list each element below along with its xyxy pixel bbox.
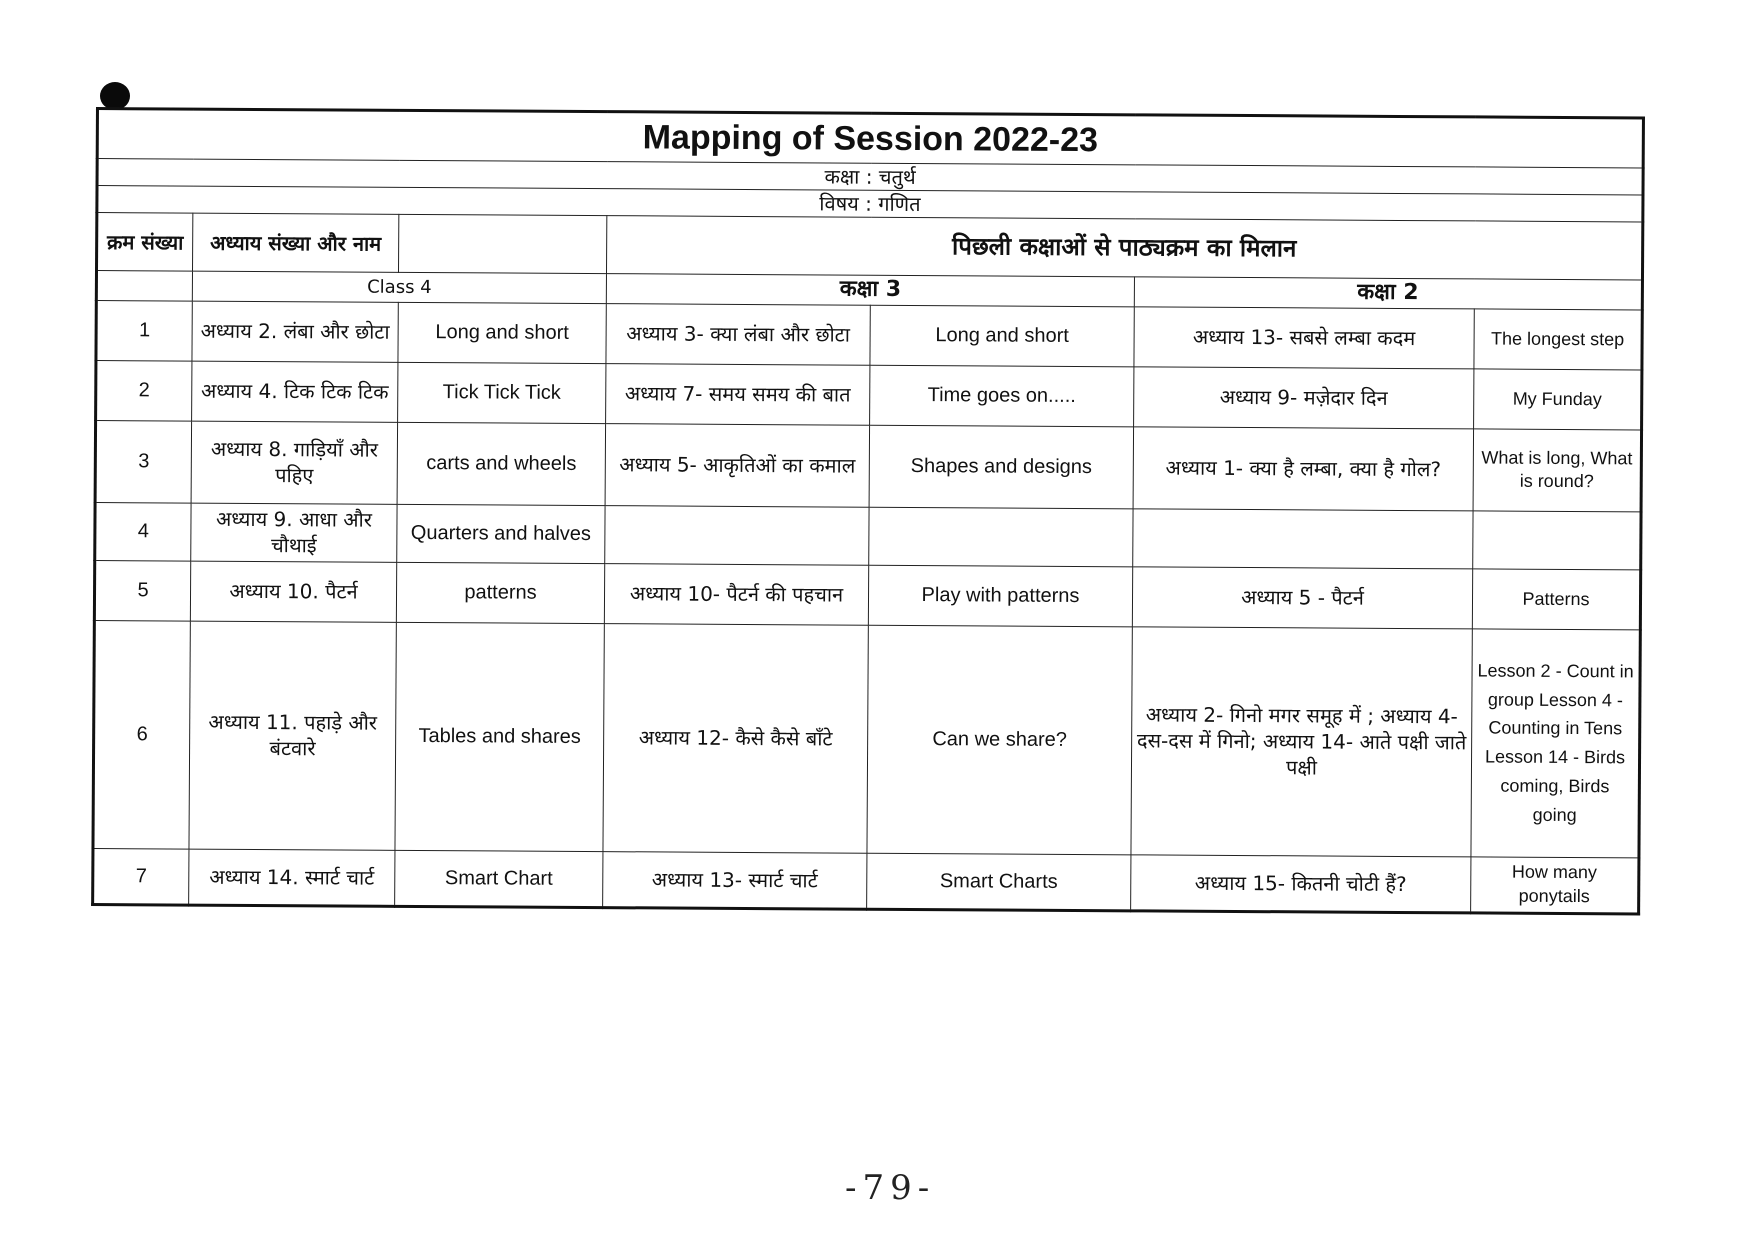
class2-chapter-english: How many ponytails	[1471, 857, 1639, 914]
class3-chapter-hindi: अध्याय 7- समय समय की बात	[606, 363, 870, 425]
class2-chapter-hindi: अध्याय 5 - पैटर्न	[1132, 567, 1472, 629]
row-number: 2	[96, 360, 192, 421]
class4-chapter-hindi: अध्याय 10. पैटर्न	[190, 561, 396, 622]
class4-chapter-english: Smart Chart	[395, 850, 603, 907]
row-number: 4	[95, 502, 191, 561]
class3-chapter-hindi: अध्याय 13- स्मार्ट चार्ट	[603, 851, 867, 909]
class4-chapter-english: carts and wheels	[397, 422, 605, 505]
class3-chapter-hindi: अध्याय 5- आकृतिओं का कमाल	[605, 423, 869, 507]
page-number: -79-	[845, 1168, 936, 1208]
class2-chapter-english	[1473, 511, 1641, 570]
class-line: कक्षा : चतुर्थ	[97, 159, 1643, 195]
row-number: 3	[95, 420, 191, 503]
table-row	[95, 502, 1641, 569]
class4-chapter-hindi: अध्याय 8. गाड़ियाँ और पहिए	[191, 421, 397, 504]
class3-chapter-english: Time goes on.....	[870, 365, 1134, 427]
table-row	[94, 560, 1640, 629]
class2-chapter-hindi	[1133, 509, 1473, 569]
row-number: 5	[94, 560, 190, 621]
class2-chapter-hindi: अध्याय 15- कितनी चोटी हैं?	[1131, 855, 1471, 913]
chapter-header: अध्याय संख्या और नाम	[192, 213, 398, 272]
blank-subheader-cell	[96, 271, 192, 301]
table-row	[95, 420, 1642, 511]
class3-chapter-hindi	[605, 505, 869, 565]
class2-chapter-english: My Funday	[1474, 369, 1642, 430]
class4-chapter-english: patterns	[396, 562, 604, 623]
document-title: Mapping of Session 2022-23	[97, 109, 1643, 169]
mapping-sheet	[91, 107, 1642, 915]
class4-chapter-hindi: अध्याय 11. पहाड़े और बंटवारे	[189, 621, 396, 850]
blank-header-cell	[398, 215, 606, 274]
class3-chapter-hindi: अध्याय 10- पैटर्न की पहचान	[604, 563, 868, 625]
table-row	[96, 300, 1642, 369]
class3-chapter-english: Can we share?	[867, 625, 1132, 855]
serial-header: क्रम संख्या	[97, 213, 193, 272]
class2-chapter-english: Patterns	[1472, 569, 1640, 630]
class3-chapter-hindi: अध्याय 3- क्या लंबा और छोटा	[606, 303, 870, 365]
class2-chapter-english: The longest step	[1474, 309, 1642, 370]
class2-header: कक्षा 2	[1134, 277, 1642, 310]
row-number: 6	[93, 620, 190, 849]
subject-line: विषय : गणित	[97, 186, 1643, 222]
class3-chapter-english: Smart Charts	[867, 853, 1131, 911]
table-row	[96, 360, 1642, 429]
mapping-table	[91, 107, 1645, 915]
class3-chapter-english	[869, 507, 1133, 567]
mapping-header: पिछली कक्षाओं से पाठ्यक्रम का मिलान	[606, 216, 1642, 280]
class3-header: कक्षा 3	[606, 274, 1134, 307]
class3-chapter-english: Play with patterns	[868, 565, 1132, 627]
class2-chapter-hindi: अध्याय 2- गिनो मगर समूह में ; अध्याय 4- दस-दस में गिनो; अध्याय 14- आते पक्षी जाते पक्षी	[1131, 627, 1472, 857]
class4-chapter-hindi: अध्याय 9. आधा और चौथाई	[191, 503, 397, 562]
punch-hole	[100, 82, 130, 110]
class2-chapter-english: Lesson 2 - Count in group Lesson 4 - Counting in Tens Lesson 14 - Birds coming, Birds going	[1471, 629, 1640, 858]
class4-chapter-hindi: अध्याय 2. लंबा और छोटा	[192, 301, 398, 362]
row-number: 7	[93, 848, 189, 905]
class2-chapter-hindi: अध्याय 9- मज़ेदार दिन	[1134, 367, 1474, 429]
table-row	[93, 620, 1640, 857]
class3-chapter-hindi: अध्याय 12- कैसे कैसे बाँटे	[603, 623, 868, 853]
class3-chapter-english: Shapes and designs	[869, 425, 1133, 509]
row-number: 1	[96, 300, 192, 361]
class2-chapter-hindi: अध्याय 1- क्या है लम्बा, क्या है गोल?	[1133, 427, 1473, 511]
table-row	[93, 848, 1639, 913]
class4-header: Class 4	[192, 271, 606, 303]
class4-chapter-english: Tables and shares	[395, 622, 604, 851]
class4-chapter-hindi: अध्याय 14. स्मार्ट चार्ट	[189, 849, 395, 906]
class4-chapter-english: Tick Tick Tick	[398, 362, 606, 423]
class2-chapter-english: What is long, What is round?	[1473, 429, 1642, 512]
class4-chapter-english: Quarters and halves	[397, 504, 605, 563]
class2-chapter-hindi: अध्याय 13- सबसे लम्बा कदम	[1134, 307, 1474, 369]
class3-chapter-english: Long and short	[870, 305, 1134, 367]
class4-chapter-hindi: अध्याय 4. टिक टिक टिक	[192, 361, 398, 422]
class4-chapter-english: Long and short	[398, 302, 606, 363]
